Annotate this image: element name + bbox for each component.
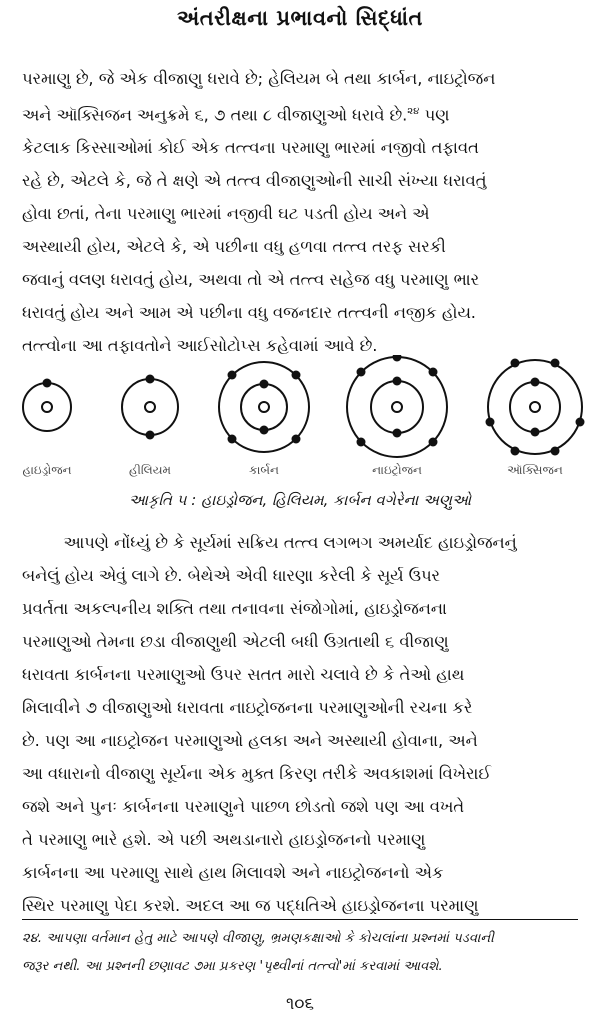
- atom-label-carbon: કાર્બન: [249, 463, 279, 477]
- electron-dot: [429, 368, 438, 377]
- text-line: પરમાણુ છે, જે એક વીજાણુ ધરાવે છે; હેલિયમ બે તથા કાર્બન, નાઇટ્રોજન: [22, 69, 496, 88]
- text-line: ધરાવતું હોય અને આમ એ પછીના વધુ વજનદાર તત્ત્વની નજીક હોય.: [22, 303, 476, 323]
- electron-dot: [531, 428, 540, 437]
- oxygen-atom-figure: [488, 360, 582, 454]
- text-line: કાર્બનના આ પરમાણુ સાથે હાથ મિલાવશે અને નાઇટ્રોજનનો એક: [22, 863, 444, 882]
- text-line: તે પરમાણુ ભારે હશે. એ પછી અથડાનારો હાઇડ્રોજનનો પરમાણુ: [22, 830, 426, 849]
- text-line: બનેલું હોય એવું લાગે છે. બેથેએ એવી ધારણા કરેલી કે સૂર્ય ઉપર: [22, 566, 440, 585]
- text-line: આ વધારાનો વીજાણુ સૂર્યના એક મુક્ત કિરણ તરીકે અવકાશમાં વિખેરાઈ: [22, 764, 491, 783]
- electron-dot: [429, 438, 438, 447]
- text-line: અને ઑક્સિજન અનુક્રમે ૬, ૭ તથા ૮ વીજાણુઓ ધરાવે છે.$^{૨૪}$ પણ: [22, 105, 450, 125]
- paragraph-2: [22, 526, 582, 922]
- electron-dot: [576, 418, 585, 427]
- electron-dot: [357, 438, 366, 447]
- electron-dot: [292, 371, 301, 380]
- electron-dot: [531, 378, 540, 387]
- electron-dot: [260, 380, 269, 389]
- page-title: અંતરીક્ષના પ્રભાવનો સિદ્ધાંત: [177, 6, 423, 30]
- electron-dot: [260, 426, 269, 435]
- text-line: જશે અને પુનઃ કાર્બનના પરમાણુને પાછળ છોડતો જશે પણ આ વખતે: [22, 797, 465, 816]
- figure-caption: આકૃતિ ૫ : હાઇડ્રોજન, હિલિયમ, કાર્બન વગેરેના અણુઓ: [128, 491, 472, 509]
- text-line: તત્ત્વોના આ તફાવતોને આઈસોટોપ્સ કહેવામાં આવે છે.: [22, 336, 378, 356]
- atom-label-nitrogen: નાઇટ્રોજન: [372, 463, 422, 477]
- electron-dot: [43, 379, 52, 388]
- text-line: પરમાણુઓ તેમના છડા વીજાણુથી એટલી બધી ઉગ્રતાથી ૬ વીજાણુ: [22, 632, 449, 651]
- electron-dot: [486, 418, 495, 427]
- text-line: છે. પણ આ નાઇટ્રોજન પરમાણુઓ હલકા અને અસ્થાયી હોવાના, અને: [22, 731, 478, 750]
- electron-dot: [393, 355, 402, 362]
- atom-label-helium: હીલિયમ: [128, 463, 172, 477]
- footnote-divider: [22, 919, 578, 920]
- footnote: [22, 925, 582, 981]
- text-line: અસ્થાયી હોય, એટલે કે, એ પછીના વધુ હળવા તત્ત્વ તરફ સરકી: [22, 237, 446, 257]
- electron-dot: [393, 377, 402, 386]
- hydrogen-atom-figure: [23, 383, 71, 431]
- text-line: સ્થિર પરમાણુ પેદા કરશે. અદલ આ જ પદ્ધતિએ હાઇડ્રોજનના પરમાણુ: [22, 896, 479, 915]
- helium-atom-figure: [122, 379, 178, 435]
- atom-label-oxygen: ઑક્સિજન: [507, 463, 563, 477]
- electron-dot: [146, 375, 155, 384]
- footnote-line: ૨૪. આપણા વર્તમાન હેતુ માટે આપણે વીજાણુ, ભ્રમણકક્ષાઓ કે કોચલાંના પ્રશ્નમાં પડવાની: [22, 931, 494, 946]
- text-line: રહે છે, એટલે કે, જે તે ક્ષણે એ તત્ત્વ વીજાણુઓની સાચી સંખ્યા ધરાવતું: [22, 171, 487, 191]
- footnote-reference: ૨૪: [407, 106, 420, 117]
- text-line: મિલાવીને ૭ વીજાણુઓ ધરાવતા નાઇટ્રોજનના પરમાણુઓની રચના કરે: [22, 698, 473, 717]
- electron-dot: [551, 359, 560, 368]
- text-line: હોવા છતાં, તેના પરમાણુ ભારમાં નજીવી ઘટ પડતી હોય અને એ: [22, 204, 430, 224]
- electron-dot: [551, 447, 560, 456]
- electron-dot: [146, 431, 155, 440]
- electron-dot: [292, 435, 301, 444]
- text-line: જવાનું વલણ ધરાવતું હોય, અથવા તો એ તત્ત્વ સહેજ વધુ પરમાણુ ભાર: [22, 270, 480, 290]
- page-number: ૧૦૬: [285, 994, 315, 1014]
- electron-dot: [393, 429, 402, 438]
- electron-dot: [511, 447, 520, 456]
- text-line: ધરાવતા કાર્બનના પરમાણુઓ ઉપર સતત મારો ચલાવે છે કે તેઓ હાથ: [22, 665, 465, 684]
- electron-dot: [228, 435, 237, 444]
- electron-dot: [228, 371, 237, 380]
- electron-dot: [511, 359, 520, 368]
- paragraph-1: [22, 62, 582, 362]
- electron-dot: [357, 368, 366, 377]
- text-line: કેટલાક કિસ્સાઓમાં કોઈ એક તત્ત્વના પરમાણુ ભારમાં નજીવો તફાવત: [22, 138, 479, 158]
- text-line: પ્રવર્તતા અકલ્પનીય શક્તિ તથા તનાવના સંજોગોમાં, હાઇડ્રોજનના: [22, 599, 447, 618]
- atom-label-hydrogen: હાઇડ્રોજન: [22, 463, 72, 477]
- text-line: આપણે નોંધ્યું છે કે સૂર્યમાં સક્રિય તત્ત્વ લગભગ અમર્યાદ હાઇડ્રોજનનું: [22, 533, 517, 552]
- footnote-line: જરૂર નથી. આ પ્રશ્નની છણાવટ ૭મા પ્રકરણ 'પૃથ્વીનાં તત્ત્વો'માં કરવામાં આવશે.: [22, 959, 443, 974]
